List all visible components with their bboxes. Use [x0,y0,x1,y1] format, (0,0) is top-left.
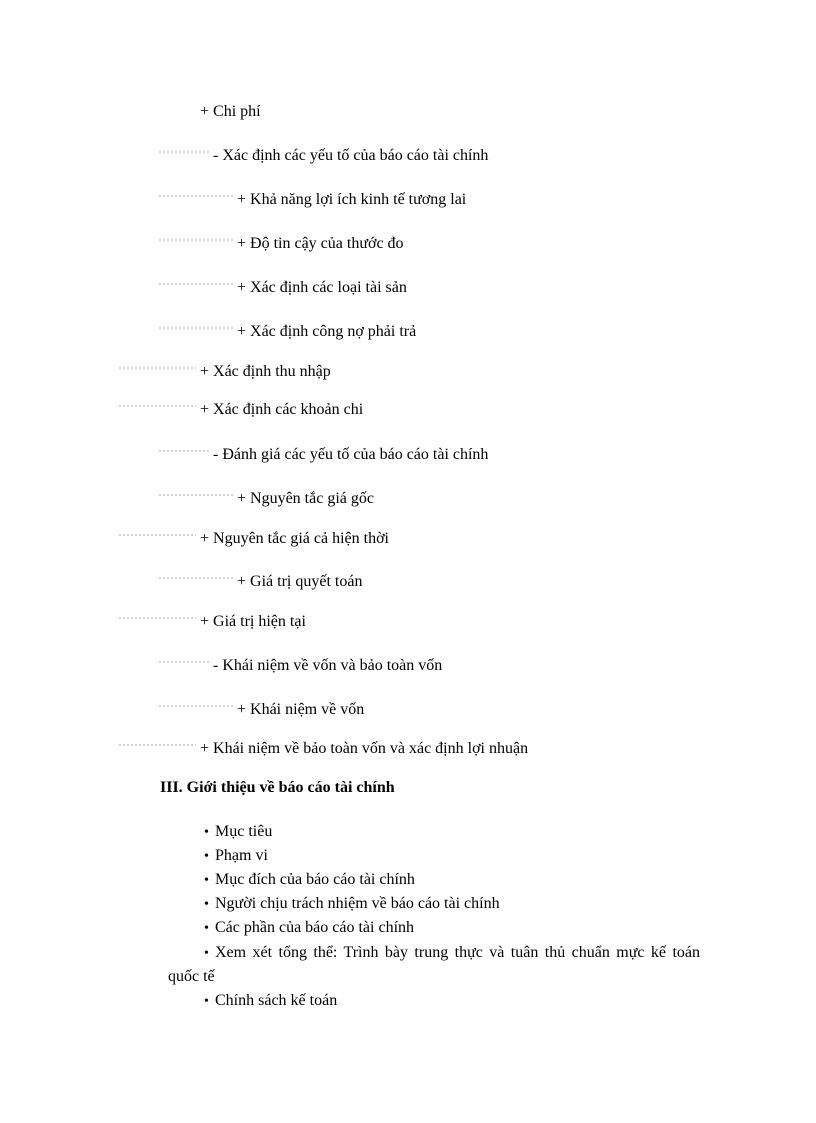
bullet-item: • Phạm vi [204,846,268,867]
outline-item: - Khái niệm về vốn và bảo toàn vốn [213,657,443,674]
bullet-item: • Chính sách kế toán [204,991,337,1012]
bullet-item: • Mục đích của báo cáo tài chính [204,870,415,891]
dotted-leader [158,576,234,588]
outline-item: - Đánh giá các yếu tố của báo cáo tài chính [213,446,489,463]
outline-item: + Chi phí [200,103,261,120]
dotted-leader [158,449,210,461]
outline-item: + Khái niệm về vốn [237,701,365,718]
bullet-item: • Người chịu trách nhiệm về báo cáo tài chính [204,894,500,915]
outline-item: - Xác định các yếu tố của báo cáo tài chính [213,147,489,164]
dotted-leader [118,616,196,628]
dotted-leader [118,404,196,416]
dotted-leader [118,533,196,545]
outline-item: + Xác định công nợ phải trả [237,323,417,340]
outline-item: + Khái niệm về bảo toàn vốn và xác định lợi nhuận [200,740,529,757]
outline-item: + Nguyên tắc giá cả hiện thời [200,530,389,547]
dotted-leader [118,743,196,755]
bullet-item: • Các phần của báo cáo tài chính [204,918,414,939]
dotted-leader [158,326,234,338]
dotted-leader [118,366,196,378]
bullet-item-continuation: quốc tế [168,968,215,985]
outline-item: + Giá trị quyết toán [237,573,363,590]
bullet-item-long: • Xem xét tổng thể: Trình bày trung thực và tuân thủ chuẩn mực kế toán [204,943,700,964]
outline-item: + Khả năng lợi ích kinh tế tương lai [237,191,467,208]
section-heading: III. Giới thiệu về báo cáo tài chính [160,779,395,796]
dotted-leader [158,150,210,162]
dotted-leader [158,660,210,672]
outline-item: + Giá trị hiện tại [200,613,306,630]
outline-item: + Xác định thu nhập [200,363,331,380]
dotted-leader [158,493,234,505]
outline-item: + Xác định các khoản chi [200,401,364,418]
bullet-item: • Mục tiêu [204,822,272,843]
dotted-leader [158,238,234,250]
dotted-leader [158,704,234,716]
outline-item: + Nguyên tắc giá gốc [237,490,374,507]
outline-item: + Độ tin cậy của thước đo [237,235,404,252]
dotted-leader [158,194,234,206]
outline-item: + Xác định các loại tài sản [237,279,407,296]
dotted-leader [158,282,234,294]
